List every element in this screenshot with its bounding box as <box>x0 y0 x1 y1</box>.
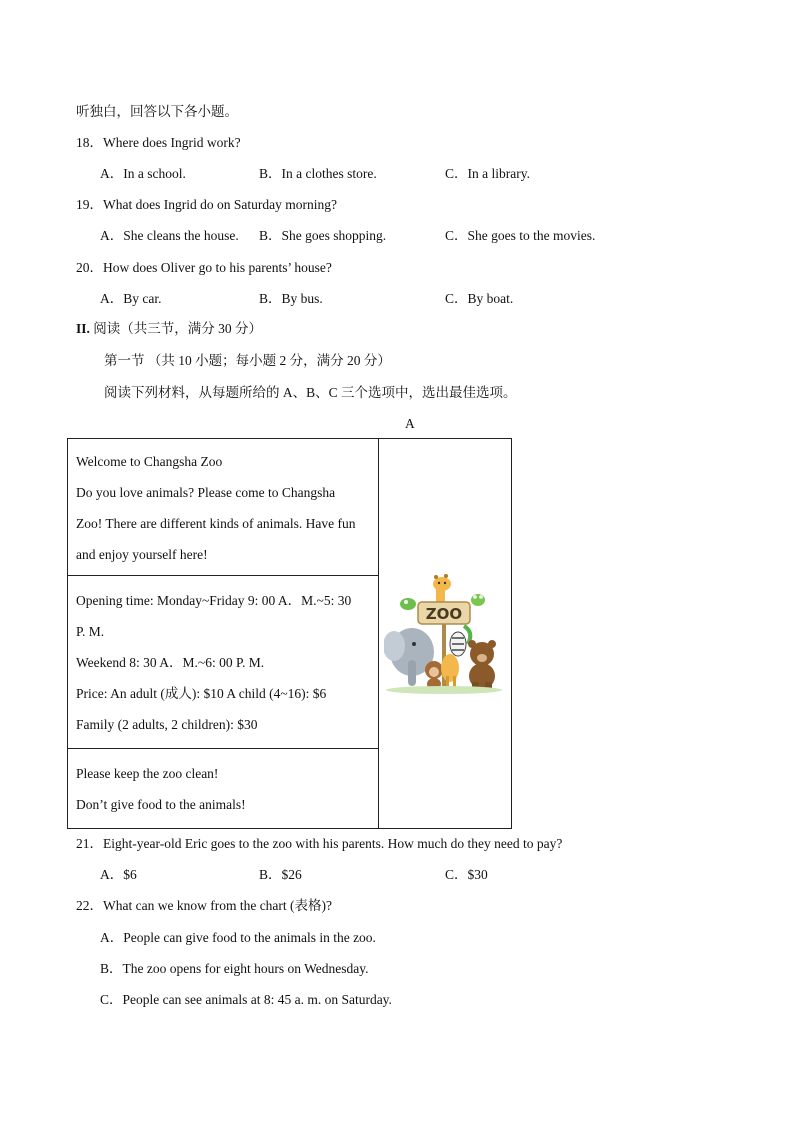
question-19 <box>76 196 337 214</box>
q21-option-c[interactable]: C．$30 <box>445 867 488 882</box>
question-number: 19． <box>76 197 103 212</box>
question-22 <box>76 897 332 915</box>
rules-cell <box>68 749 379 829</box>
info-line: Price: An adult (成人): $10 A child (4~16): $6 <box>76 686 327 701</box>
q19-option-c[interactable]: C．She goes to the movies. <box>445 228 596 243</box>
question-text: How does Oliver go to his parents’ house? <box>103 260 332 275</box>
q19-option-b[interactable]: B．She goes shopping. <box>259 228 387 243</box>
zoo-image-cell <box>379 439 512 829</box>
info-cell <box>68 576 379 749</box>
intro-line: Zoo! There are different kinds of animals. Have fun <box>76 516 356 531</box>
zoo-animals-illustration <box>384 572 506 696</box>
q18-option-b[interactable]: B．In a clothes store. <box>259 166 377 181</box>
q20-option-b[interactable]: B．By bus. <box>259 291 323 306</box>
info-line: Weekend 8: 30 A．M.~6: 00 P. M. <box>76 655 265 670</box>
q21-option-a[interactable]: A．$6 <box>100 867 137 882</box>
question-number: 18． <box>76 135 103 150</box>
intro-line: Welcome to Changsha Zoo <box>76 454 223 469</box>
section-heading <box>76 320 262 338</box>
question-text: Eight-year-old Eric goes to the zoo with his parents. How much do they need to pay? <box>103 836 563 851</box>
section-number: II. <box>76 321 90 336</box>
info-line: P. M. <box>76 624 105 639</box>
q20-option-c[interactable]: C．By boat. <box>445 291 514 306</box>
listening-instruction: 听独白，回答以下各小题。 <box>76 104 238 119</box>
q22-option-a[interactable]: A．People can give food to the animals in the zoo. <box>100 930 376 945</box>
passage-label: A <box>405 416 415 431</box>
question-18 <box>76 134 241 152</box>
q21-option-b[interactable]: B．$26 <box>259 867 302 882</box>
question-text: What does Ingrid do on Saturday morning? <box>103 197 337 212</box>
intro-line: Do you love animals? Please come to Changsha <box>76 485 336 500</box>
question-21 <box>76 835 562 853</box>
q22-option-b[interactable]: B．The zoo opens for eight hours on Wednesday. <box>100 961 369 976</box>
q22-option-c[interactable]: C．People can see animals at 8: 45 a. m. on Saturday. <box>100 992 392 1007</box>
question-20 <box>76 259 332 277</box>
question-text: What can we know from the chart (表格)? <box>103 898 333 913</box>
info-line: Family (2 adults, 2 children): $30 <box>76 717 258 732</box>
intro-cell <box>68 439 379 576</box>
reading-instruction: 阅读下列材料，从每题所给的 A、B、C 三个选项中，选出最佳选项。 <box>104 385 517 400</box>
section-title: 阅读（共三节，满分 30 分） <box>93 321 263 336</box>
intro-line: and enjoy yourself here! <box>76 547 208 562</box>
rule-line: Don’t give food to the animals! <box>76 797 246 812</box>
info-line: Opening time: Monday~Friday 9: 00 A．M.~5: 30 <box>76 593 352 608</box>
q20-option-a[interactable]: A．By car. <box>100 291 162 306</box>
zoo-info-table <box>67 438 512 829</box>
question-number: 20． <box>76 260 103 275</box>
zoo-sign-text: ZOO <box>425 604 463 623</box>
question-number: 22． <box>76 898 103 913</box>
q18-option-a[interactable]: A．In a school. <box>100 166 186 181</box>
question-number: 21． <box>76 836 103 851</box>
q19-option-a[interactable]: A．She cleans the house. <box>100 228 239 243</box>
rule-line: Please keep the zoo clean! <box>76 766 219 781</box>
part-title: 第一节 （共 10 小题；每小题 2 分，满分 20 分） <box>104 353 391 368</box>
question-text: Where does Ingrid work? <box>103 135 241 150</box>
q18-option-c[interactable]: C．In a library. <box>445 166 530 181</box>
